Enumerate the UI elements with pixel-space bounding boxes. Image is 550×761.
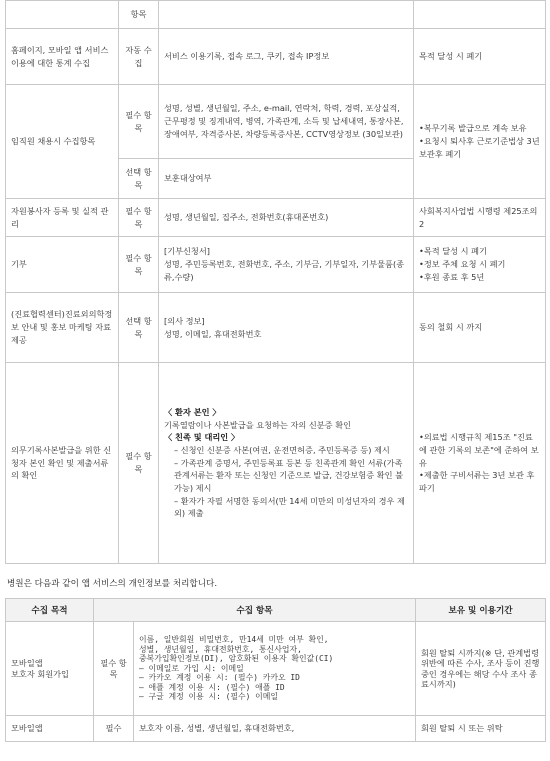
column-header-purpose: 수집 목적 (6, 599, 94, 622)
items-line: 성명, 이메일, 휴대전화번호 (164, 328, 262, 339)
items-cell (159, 293, 414, 363)
collection-items-table (5, 0, 546, 564)
items-cell (134, 622, 416, 716)
category-cell: 필수 항목 (119, 363, 159, 564)
category-cell: 필수 항목 (119, 237, 159, 293)
items-cell: 서비스 이용기록, 접속 로그, 쿠키, 접속 IP정보 (159, 29, 414, 85)
retention-cell (414, 237, 546, 293)
purpose-cell: 자원봉사자 등록 및 실적 관리 (6, 199, 119, 237)
category-cell: 필수 항목 (119, 199, 159, 237)
table-row (6, 363, 546, 564)
retention-cell: 사회복지사업법 시행령 제25조의2 (414, 199, 546, 237)
items-line: – 카카오 계정 이용 시: (필수) 카카오 ID (139, 673, 300, 683)
column-header-retention: 보유 및 이용기간 (416, 599, 546, 622)
items-line: 성별, 생년월일, 휴대전화번호, 통신사업자, (139, 644, 302, 654)
purpose-cell: 홈페이지, 모바일 앱 서비스 이용에 대한 통계 수집 (6, 29, 119, 85)
items-line: – 이메일로 가입 시: 이메일 (139, 663, 244, 673)
table-header-row (6, 599, 546, 622)
table-row (6, 293, 546, 363)
app-collection-table (5, 598, 546, 742)
table-row (6, 716, 546, 742)
items-heading: 〈 환자 본인 〉 (164, 406, 221, 417)
items-cell (159, 363, 414, 564)
table-row (6, 29, 546, 85)
items-heading: 〈 친족 및 대리인 〉 (164, 432, 240, 443)
category-cell: 필수 항목 (94, 622, 134, 716)
items-line: 기록열람이나 사본발급을 요청하는 자의 신분증 확인 (164, 419, 352, 430)
items-line: – 구글 계정 이용 시: (필수) 이메일 (139, 692, 278, 702)
items-line: [의사 정보] (164, 315, 205, 326)
items-cell: 성명, 성별, 생년월일, 주소, e-mail, 연락처, 학력, 경력, 포상실적, 근무평정 및 징계내역, 병역, 가족관계, 소득 및 납세내역, 통장사본, 장애여부, 자격증사본, 차량등록증사본, CCTV영상정보 (30일보관) (159, 85, 414, 159)
retention-line: •후원 종료 후 5년 (419, 271, 485, 282)
items-line: 이름, 일반회원 비밀번호, 만14세 미만 여부 확인, (139, 635, 329, 645)
items-line: 성명, 주민등록번호, 전화번호, 주소, 기부금, 기부일자, 기부물품(종류,수량) (164, 259, 405, 282)
retention-cell (414, 1, 546, 29)
category-cell: 필수 항목 (119, 85, 159, 159)
items-cell (159, 1, 414, 29)
items-cell (159, 237, 414, 293)
table-row (6, 1, 546, 29)
purpose-line: 모바일앱 (11, 658, 43, 669)
app-service-intro-text: 병원은 다음과 같이 앱 서비스의 개인정보를 처리합니다. (7, 579, 218, 589)
retention-line: •의료법 시행규칙 제15조 "진료에 관한 기록의 보존"에 준하여 보유 (419, 432, 539, 468)
retention-cell: 회원 탈퇴 시 또는 위탁 (416, 716, 546, 742)
privacy-policy-document (5, 0, 545, 742)
items-line: 중복가입확인정보(DI), 암호화된 이용자 확인값(CI) (139, 654, 334, 664)
purpose-cell (6, 1, 119, 29)
purpose-cell (6, 622, 94, 716)
retention-cell (414, 85, 546, 199)
purpose-cell: 의무기록사본발급을 위한 신청자 본인 확인 및 제출서류의 확인 (6, 363, 119, 564)
items-line: – 애플 계정 이용 시: (필수) 애플 ID (139, 682, 285, 692)
items-cell: 성명, 생년월일, 집주소, 전화번호(휴대폰번호) (159, 199, 414, 237)
retention-line: •복무기록 발급으로 계속 보유 (419, 123, 527, 134)
table-row (6, 622, 546, 716)
items-line: – 가족관계 증명서, 주민등록표 등본 등 친족관계 확인 서류(가족관계서류는 환자 또는 신청인 기준으로 발급, 건강보험증 확인 불가능) 제시 (174, 457, 404, 494)
retention-cell (414, 363, 546, 564)
retention-cell: 회원 탈퇴 시까지(※ 단, 관계법령 위반에 따른 수사, 조사 등이 진행 중인 경우에는 해당 수사 조사 종료시까지) (416, 622, 546, 716)
retention-cell: 동의 철회 시 까지 (414, 293, 546, 363)
items-line: – 신청인 신분증 사본(여권, 운전면허증, 주민등록증 등) 제시 (174, 444, 390, 455)
column-header-items: 수집 항목 (94, 599, 416, 622)
category-cell: 필수 (94, 716, 134, 742)
purpose-cell: (진료협력센터)진료외의학정보 안내 및 홍보 마케팅 자료 제공 (6, 293, 119, 363)
items-cell: 보훈대상여부 (159, 159, 414, 199)
retention-line: •목적 달성 시 폐기 (419, 246, 488, 257)
category-cell: 선택 항목 (119, 159, 159, 199)
table-row (6, 85, 546, 159)
retention-line: •정보 주체 요청 시 폐기 (419, 259, 506, 270)
items-cell: 보호자 이름, 성별, 생년월일, 휴대전화번호, (134, 716, 416, 742)
table-row (6, 237, 546, 293)
items-line: [기부신청서] (164, 246, 210, 257)
table-row (6, 199, 546, 237)
category-cell: 자동 수집 (119, 29, 159, 85)
items-line: – 환자가 자필 서명한 동의서(만 14세 미만의 미성년자의 경우 제외) 제출 (174, 495, 405, 519)
purpose-cell: 임직원 채용시 수집항목 (6, 85, 119, 199)
purpose-cell: 기부 (6, 237, 119, 293)
retention-line: •제출한 구비서류는 3년 보관 후 파기 (419, 470, 535, 494)
purpose-line: 보호자 회원가입 (11, 668, 69, 679)
retention-cell: 목적 달성 시 폐기 (414, 29, 546, 85)
purpose-cell: 모바일앱 (6, 716, 94, 742)
category-cell: 선택 항목 (119, 293, 159, 363)
category-cell: 항목 (119, 1, 159, 29)
retention-line: •요청시 퇴사후 근로기준법상 3년 보관후 폐기 (419, 136, 540, 159)
